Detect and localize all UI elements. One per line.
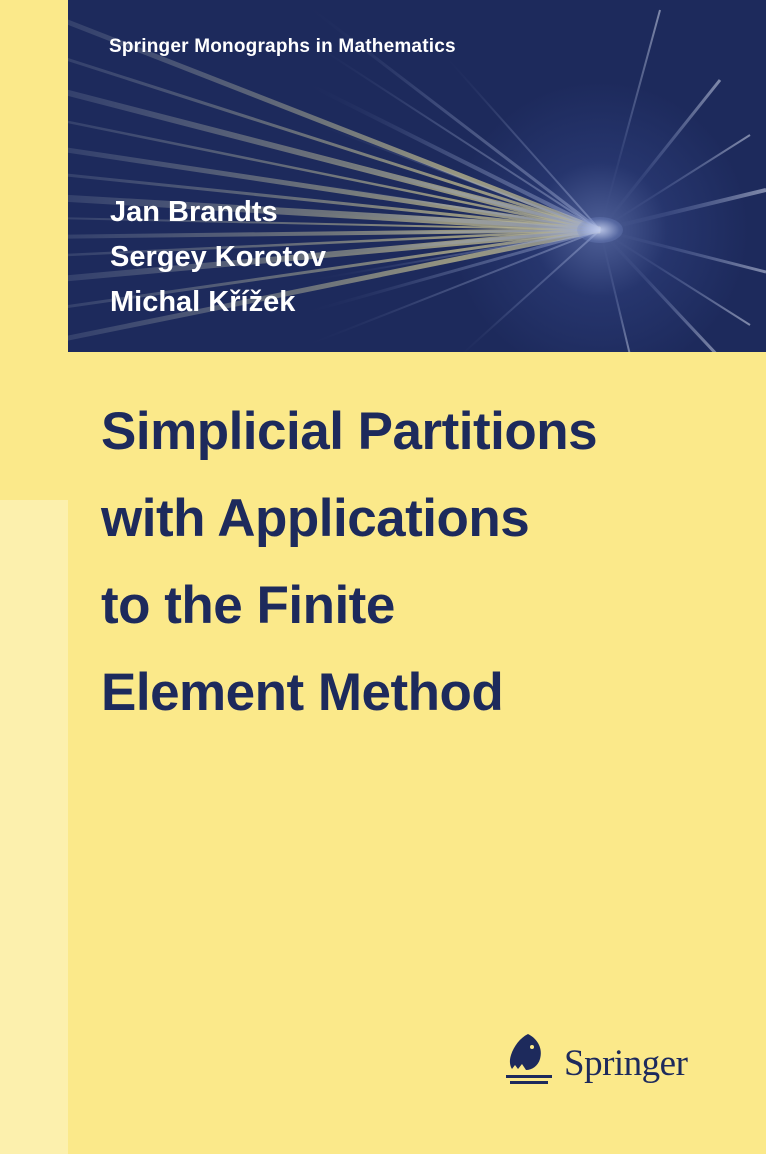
title-line: to the Finite <box>101 576 395 635</box>
author-list <box>110 190 326 325</box>
left-margin-strip-mid <box>0 352 68 500</box>
title-line: with Applications <box>101 489 530 548</box>
author-name: Sergey Korotov <box>110 241 326 273</box>
book-title <box>101 388 721 736</box>
left-margin-strip-top <box>0 0 68 352</box>
left-margin-strip-bottom <box>0 500 68 1154</box>
author-name: Jan Brandts <box>110 196 278 228</box>
title-line: Simplicial Partitions <box>101 402 598 461</box>
light-core <box>577 217 623 243</box>
springer-knight-icon <box>498 1030 560 1092</box>
title-line: Element Method <box>101 663 504 722</box>
publisher-name: Springer <box>564 1043 688 1084</box>
series-title: Springer Monographs in Mathematics <box>109 36 456 57</box>
publisher-logo <box>498 1030 698 1092</box>
author-name: Michal Křížek <box>110 286 296 318</box>
